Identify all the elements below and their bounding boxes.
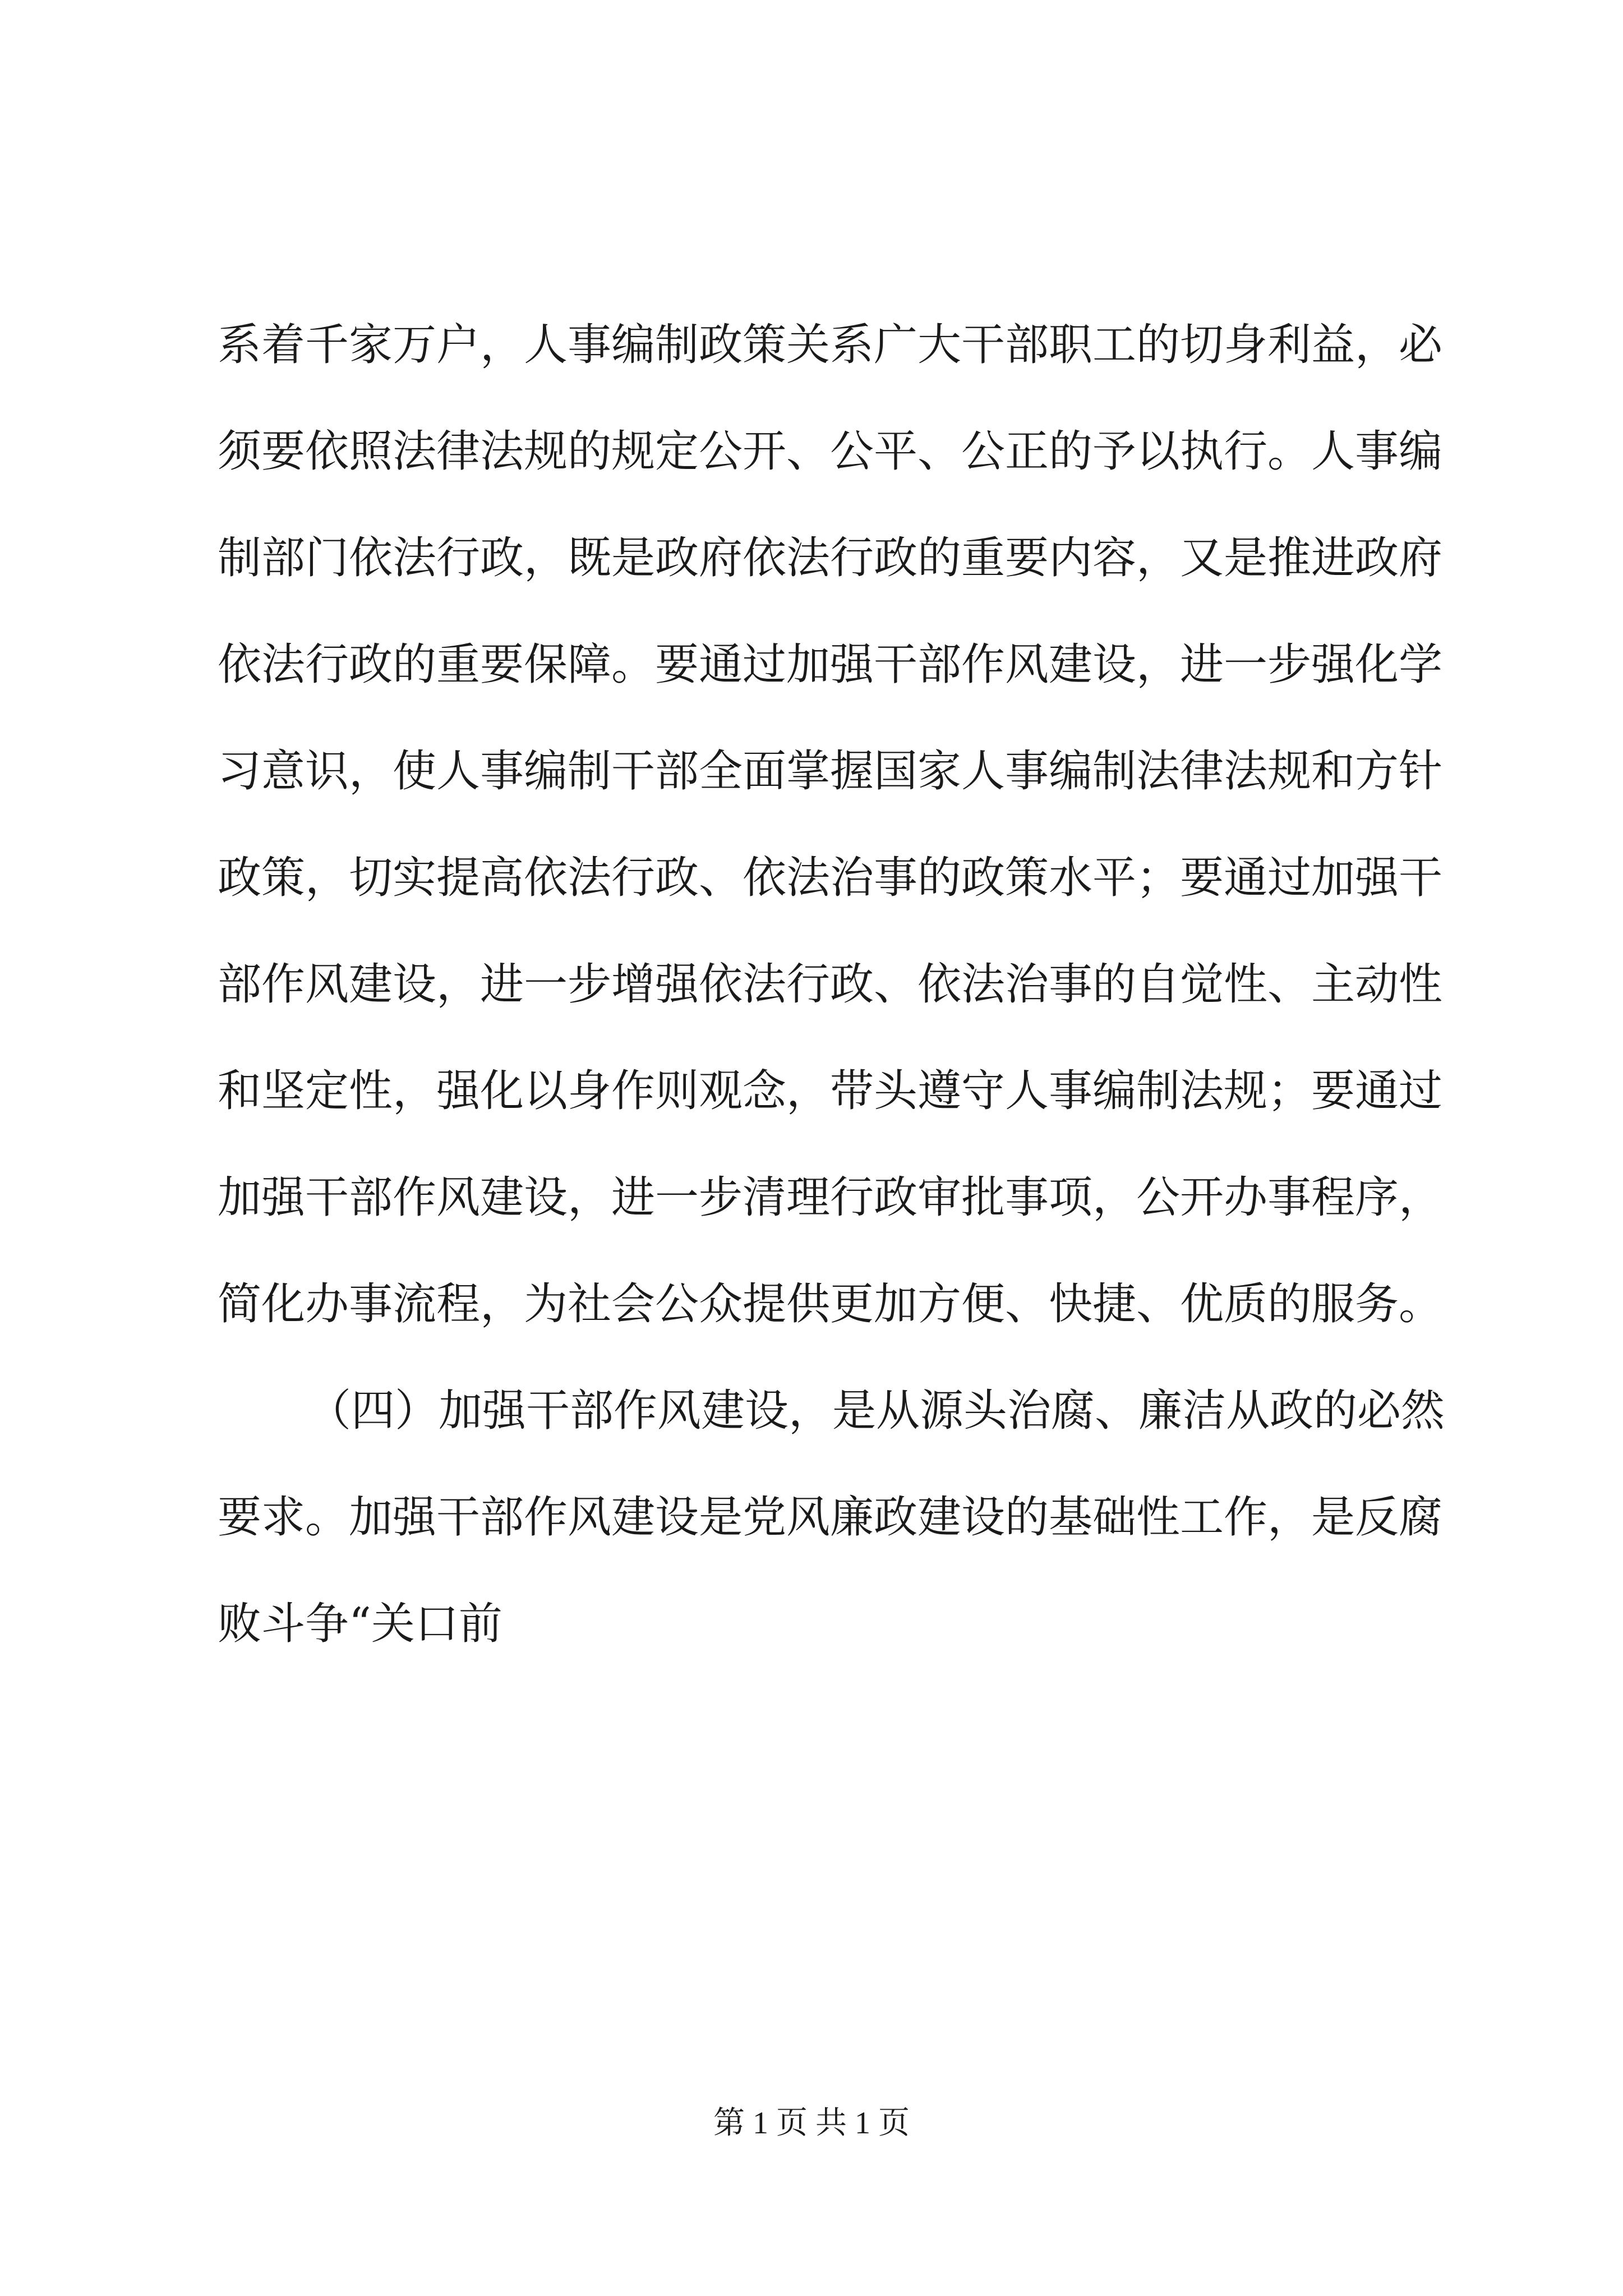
text-line: 加强干部作风建设，进一步清理行政审批事项，公开办事程序， [218,1172,1443,1223]
text-line: 系着千家万户，人事编制政策关系广大干部职工的切身利益，必 [218,320,1443,370]
text-line: 要求。加强干部作风建设是党风廉政建设的基础性工作，是反腐 [218,1492,1443,1543]
text-line: 须要依照法律法规的规定公开、公平、公正的予以执行。人事编 [218,426,1443,477]
text-line: 败斗争“关口前 [218,1599,502,1649]
text-line: 和坚定性，强化以身作则观念，带头遵守人事编制法规；要通过 [218,1066,1443,1116]
page-number-footer: 第 1 页 共 1 页 [713,2106,910,2141]
text-line: 习意识，使人事编制干部全面掌握国家人事编制法律法规和方针 [218,746,1443,797]
document-body [218,292,1445,1677]
text-line: 政策，切实提高依法行政、依法治事的政策水平；要通过加强干 [218,853,1443,903]
text-line: 部作风建设，进一步增强依法行政、依法治事的自觉性、主动性 [218,959,1443,1010]
paragraph-start-line: （四）加强干部作风建设，是从源头治腐、廉洁从政的必然 [307,1386,1445,1436]
text-line: 简化办事流程，为社会公众提供更加方便、快捷、优质的服务。 [218,1279,1443,1329]
text-line: 依法行政的重要保障。要通过加强干部作风建设，进一步强化学 [218,639,1443,690]
text-line: 制部门依法行政，既是政府依法行政的重要内容，又是推进政府 [218,533,1443,583]
